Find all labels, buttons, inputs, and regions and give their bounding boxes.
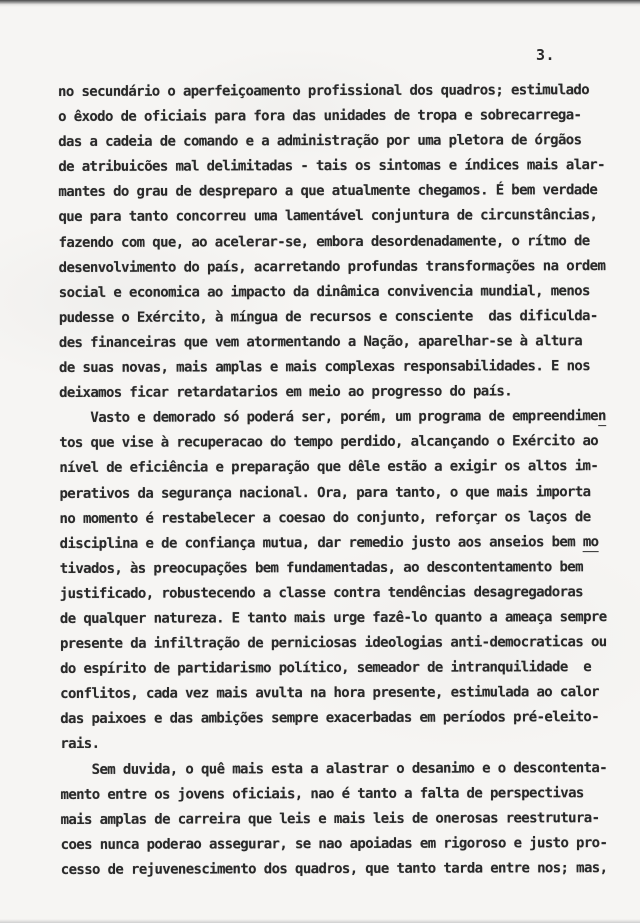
text-line: que para tanto concorreu uma lamentável conjuntura de circunstâncias, — [58, 207, 598, 226]
text-line: Sem duvida, o quê mais esta a alastrar o desanimo e o descontenta- — [60, 759, 608, 778]
scan-edge-top — [0, 0, 640, 7]
text-line: mento entre os jovens oficiais, nao é tanto a falta de perspectivas — [60, 784, 584, 803]
text-line: Vasto e demorado só poderá ser, porém, um programa de empreendimen — [59, 408, 606, 427]
text-line: des financeiras que vem atormentando a Nação, aparelhar-se à altura — [58, 333, 583, 351]
text-line: tivados, às preocupações bem fundamentadas, ao descontentamento bem — [59, 558, 583, 577]
page-number: 3. — [536, 46, 556, 64]
text-line: nível de eficiência e preparação que dêle estão a exigir os altos im- — [59, 458, 599, 477]
text-line: o êxodo de oficiais para fora das unidades de tropa e sobrecarrega- — [58, 107, 582, 126]
text-line: de qualquer natureza. E tanto mais urge fazê-lo quanto a ameaça sempre — [59, 609, 607, 627]
text-line: tos que vise à recuperacao do tempo perdido, alcançando o Exército ao — [59, 433, 599, 452]
text-line: coes nunca poderao assegurar, se nao apoiadas em rigoroso e justo pro- — [60, 834, 608, 853]
underlined-text: n — [597, 408, 606, 425]
text-line: pudesse o Exército, à míngua de recursos e consciente das dificulda- — [58, 307, 598, 326]
text-line: mantes do grau de despreparo a que atualmente chegamos. É bem verdade — [58, 182, 598, 201]
text-line: das paixoes e das ambições sempre exacerbadas em períodos pré-eleito- — [60, 709, 600, 728]
text-line: no secundário o aperfeiçoamento profissional dos quadros; estimulado — [58, 82, 590, 100]
scan-edge-bottom — [0, 919, 640, 923]
text-line: rais. — [60, 736, 100, 753]
text-line: de atribuicões mal delimitadas - tais os sintomas e índices mais alar- — [58, 157, 605, 176]
text-line: mais amplas de carreira que leis e mais leis de onerosas reestrutura- — [60, 809, 600, 828]
text-line: cesso de rejuvenescimento dos quadros, que tanto tarda entre nos; mas, — [60, 859, 608, 878]
underlined-text: mo — [582, 533, 599, 550]
text-line: fazendo com que, ao acelerar-se, embora desordenadamente, o rítmo de — [58, 232, 590, 251]
text-line: desenvolvimento do país, acarretando profundas transformações na ordem — [58, 257, 606, 276]
text-line: do espírito de partidarismo político, semeador de intranquilidade e — [60, 659, 592, 678]
text-line: conflitos, cada vez mais avulta na hora presente, estimulada ao calor — [60, 684, 599, 703]
text-line: das a cadeia de comando e a administração por uma pletora de órgãos — [58, 132, 582, 151]
text-line: no momento é restabelecer a coesao do conjunto, reforçar os laços de — [59, 508, 591, 527]
text-line: de suas novas, mais amplas e mais complexas responsabilidades. E nos — [58, 358, 591, 377]
text-line: perativos da segurança nacional. Ora, para tanto, o que mais importa — [59, 483, 591, 502]
text-line: deixamos ficar retardatarios em meio ao progresso do país. — [59, 383, 513, 402]
text-line: social e economica ao impacto da dinâmica convivencia mundial, menos — [58, 282, 590, 301]
text-line: presente da infiltração de perniciosas ideologias anti-democraticas ou — [59, 634, 607, 653]
text-line: justificado, robustecendo a classe contra tendências desagregadoras — [59, 584, 584, 602]
text-line: disciplina e de confiança mutua, dar remedio justo aos anseios bem mo — [59, 533, 599, 552]
text-lines — [58, 78, 621, 883]
